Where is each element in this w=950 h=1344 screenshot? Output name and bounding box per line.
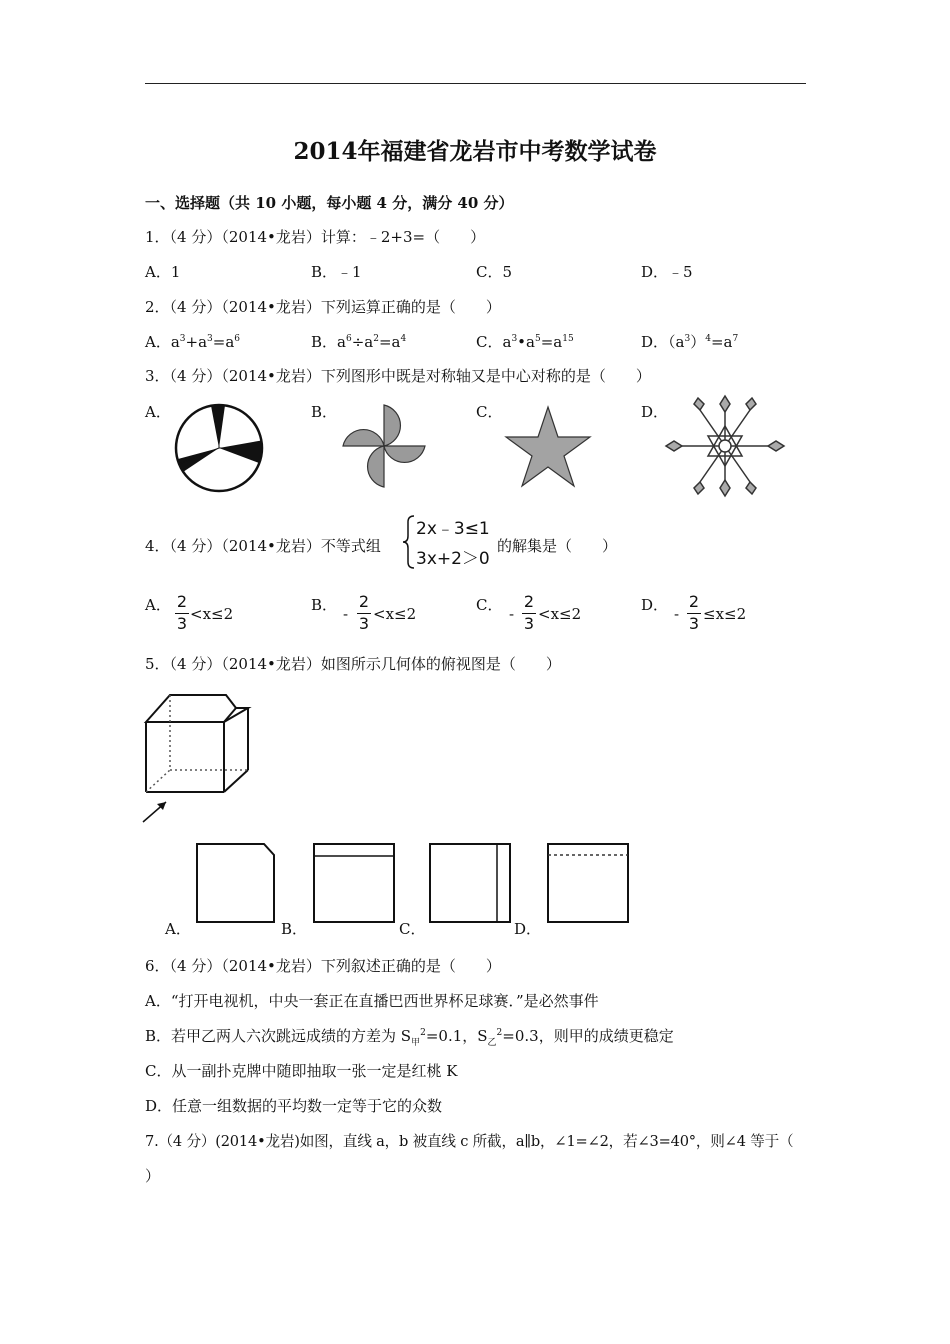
q3-option-d-label: D． — [641, 403, 669, 421]
q4-option-c-label: C． — [476, 596, 503, 614]
q1-option-a: A．1 — [145, 263, 181, 281]
q1-stem: 1．（4 分）（2014•龙岩）计算：﹣2+3=（ ） — [145, 228, 486, 246]
q2-stem: 2．（4 分）（2014•龙岩）下列运算正确的是（ ） — [145, 298, 501, 316]
q3-option-b-label: B． — [311, 403, 338, 421]
snowflake-figure — [670, 400, 780, 492]
q4-d-fraction — [687, 592, 701, 636]
q6-option-d: D．任意一组数据的平均数一定等于它的众数 — [145, 1097, 443, 1115]
q6-option-b: B．若甲乙两人六次跳远成绩的方差为 $S_甲^2=0.1$，$S_乙^2=0.3$，则甲的成绩更稳定 — [145, 1027, 674, 1048]
q4-d-tail: ≤x≤2 — [703, 605, 747, 623]
q4-c-minus: - — [509, 605, 515, 623]
q1-option-c: C．5 — [476, 263, 513, 281]
q3-option-c-label: C． — [476, 403, 503, 421]
q4-b-minus: - — [343, 605, 349, 623]
q1-option-b: B．﹣1 — [311, 263, 362, 281]
q3-option-a-label: A． — [145, 403, 171, 421]
inequality-2: 3x+2＞0 — [416, 549, 490, 569]
q2-option-a: A．$a^3+a^3=a^6$ — [145, 333, 241, 351]
header-rule — [145, 83, 806, 84]
pinwheel-figure — [340, 402, 428, 490]
star-figure — [504, 405, 592, 487]
denominator: 3 — [523, 614, 535, 633]
q2-option-b: B．$a^6\div a^2=a^4$ — [311, 333, 407, 351]
denominator: 3 — [358, 614, 370, 633]
q6-option-c: C．从一副扑克牌中随即抽取一张一定是红桃 K — [145, 1062, 458, 1080]
q4-a-tail: <x≤2 — [190, 605, 234, 623]
numerator: 2 — [523, 592, 535, 611]
numerator: 2 — [176, 592, 188, 611]
q5-stem: 5．（4 分）（2014•龙岩）如图所示几何体的俯视图是（ ） — [145, 655, 561, 673]
q4-b-fraction — [357, 592, 371, 636]
q5-option-c-label: C． — [399, 920, 426, 938]
q2-option-d: D．$(a^3)^4=a^7$ — [641, 333, 739, 351]
circle-wedges-figure — [173, 402, 265, 494]
q4-b-tail: <x≤2 — [373, 605, 417, 623]
numerator: 2 — [358, 592, 370, 611]
q1-option-d: D．﹣5 — [641, 263, 693, 281]
q5-option-a-label: A． — [165, 920, 191, 938]
view-option-b — [313, 843, 395, 923]
solid-figure — [140, 690, 255, 825]
q4-option-a-label: A． — [145, 596, 171, 614]
view-option-d — [547, 843, 629, 923]
denominator: 3 — [688, 614, 700, 633]
q6-option-a: A．“打开电视机，中央一套正在直播巴西世界杯足球赛．”是必然事件 — [145, 992, 599, 1010]
q4-a-fraction — [175, 592, 189, 636]
q4-c-tail: <x≤2 — [538, 605, 582, 623]
q4-c-fraction — [522, 592, 536, 636]
q4-stem-start: 4．（4 分）（2014•龙岩）不等式组 — [145, 537, 381, 555]
q5-option-b-label: B． — [281, 920, 308, 938]
denominator: 3 — [176, 614, 188, 633]
q6-stem: 6．（4 分）（2014•龙岩）下列叙述正确的是（ ） — [145, 957, 501, 975]
q3-stem: 3．（4 分）（2014•龙岩）下列图形中既是对称轴又是中心对称的是（ ） — [145, 367, 651, 385]
section-heading: 一、选择题（共 10 小题，每小题 4 分，满分 40 分） — [145, 194, 514, 212]
q4-option-d-label: D． — [641, 596, 669, 614]
q4-option-b-label: B． — [311, 596, 338, 614]
q7-stem: 7.（4 分）(2014•龙岩)如图，直线 a，b 被直线 c 所截，a∥b，∠1=∠2，若∠3=40°，则∠4 等于（ — [145, 1133, 794, 1150]
page-title: 2014年福建省龙岩市中考数学试卷 — [293, 138, 657, 165]
q4-stem-end: 的解集是（ ） — [497, 537, 618, 555]
q2-option-c: C．$a^3•a^5=a^{15}$ — [476, 333, 574, 351]
numerator: 2 — [688, 592, 700, 611]
inequality-1: 2x﹣3≤1 — [416, 519, 490, 539]
view-option-a — [196, 843, 276, 923]
q7-stem-end: ） — [145, 1167, 161, 1185]
q4-d-minus: - — [674, 605, 680, 623]
view-option-c — [429, 843, 511, 923]
q5-option-d-label: D． — [514, 920, 542, 938]
left-brace — [402, 514, 416, 570]
